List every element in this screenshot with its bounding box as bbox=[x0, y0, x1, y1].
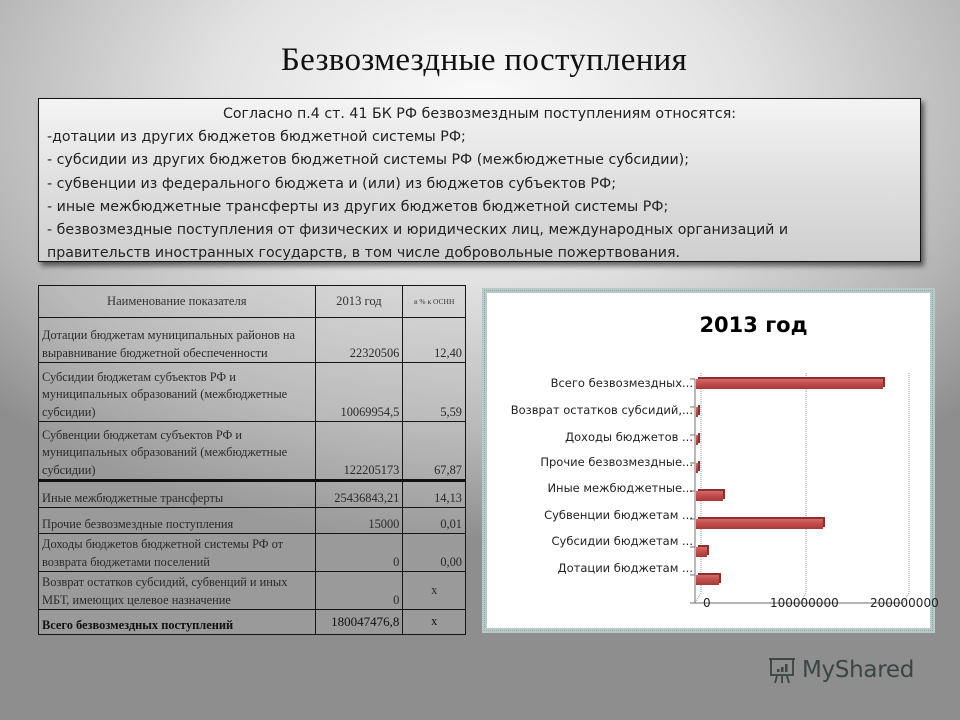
bar-refund-subsidies[interactable] bbox=[696, 407, 698, 417]
table-row bbox=[39, 572, 466, 610]
row-percent: 12,40 bbox=[403, 318, 466, 363]
table-row bbox=[39, 422, 466, 481]
category-label: Всего безвозмездных... bbox=[550, 376, 693, 390]
definition-line: - безвозмездные поступления от физических и юридических лиц, международных организаций и bbox=[47, 222, 789, 239]
table-total-row bbox=[39, 610, 466, 635]
category-label: Субсидии бюджетам ... bbox=[551, 534, 693, 548]
header-indicator-name: Наименование показателя bbox=[39, 286, 316, 318]
definition-line: правительств иностранных государств, в том числе добровольные пожертвования. bbox=[47, 245, 681, 262]
bar-subsidies[interactable] bbox=[696, 547, 707, 557]
x-tick-label: 100000000 bbox=[770, 596, 839, 610]
x-tick-label: 0 bbox=[703, 596, 711, 610]
row-name: Доходы бюджетов бюджетной системы РФ от возврата бюджетами поселений bbox=[39, 534, 316, 572]
watermark-text: MyShared bbox=[802, 657, 915, 683]
row-percent: 14,13 bbox=[403, 481, 466, 508]
row-name: Иные межбюджетные трансферты bbox=[39, 481, 316, 508]
chart-title: 2013 год bbox=[699, 313, 808, 337]
bar-chart[interactable] bbox=[482, 288, 939, 633]
row-name: Субвенции бюджетам субъектов РФ и муниципальных образований (межбюджетные субсидии) bbox=[39, 422, 316, 481]
table-row bbox=[39, 363, 466, 422]
bar-total[interactable] bbox=[696, 379, 883, 389]
table-row bbox=[39, 481, 466, 508]
header-year: 2013 год bbox=[315, 286, 403, 318]
row-value: 0 bbox=[315, 534, 403, 572]
definition-line: - субвенции из федерального бюджета и (или) из бюджетов субъектов РФ; bbox=[47, 175, 616, 192]
bar-subventions[interactable] bbox=[696, 519, 823, 529]
row-percent: x bbox=[403, 572, 466, 610]
row-value: 10069954,5 bbox=[315, 363, 403, 422]
category-label: Возврат остатков субсидий,... bbox=[510, 403, 693, 417]
category-label: Иные межбюджетные... bbox=[547, 481, 693, 495]
definition-line: - субсидии из других бюджетов бюджетной системы РФ (межбюджетные субсидии); bbox=[47, 152, 689, 169]
category-label: Субвенции бюджетам ... bbox=[544, 508, 693, 522]
row-value: 15000 bbox=[315, 508, 403, 534]
row-name: Прочие безвозмездные поступления bbox=[39, 508, 316, 534]
watermark-logo bbox=[768, 655, 914, 685]
revenue-table bbox=[38, 285, 466, 635]
row-percent: x bbox=[403, 610, 466, 635]
table-row bbox=[39, 534, 466, 572]
row-value: 122205173 bbox=[315, 422, 403, 481]
header-percent: в % к ОСНН bbox=[403, 286, 466, 318]
row-value: 25436843,21 bbox=[315, 481, 403, 508]
table-row bbox=[39, 508, 466, 534]
row-value: 22320506 bbox=[315, 318, 403, 363]
definition-line: - иные межбюджетные трансферты из других бюджетов бюджетной системы РФ; bbox=[47, 198, 669, 215]
row-name: Субсидии бюджетам субъектов РФ и муниципальных образований (межбюджетные субсидии) bbox=[39, 363, 316, 422]
presentation-board-icon bbox=[768, 655, 796, 685]
category-label: Доходы бюджетов ... bbox=[565, 430, 693, 444]
row-value: 180047476,8 bbox=[315, 610, 403, 635]
table-row bbox=[39, 318, 466, 363]
bar-settlement-refunds[interactable] bbox=[696, 435, 698, 445]
row-percent: 0,00 bbox=[403, 534, 466, 572]
definition-textbox bbox=[38, 98, 921, 262]
row-percent: 67,87 bbox=[403, 422, 466, 481]
bar-grants[interactable] bbox=[696, 575, 719, 585]
table-header-row bbox=[39, 286, 466, 318]
category-label: Прочие безвозмездные... bbox=[540, 455, 693, 469]
row-value: 0 bbox=[315, 572, 403, 610]
bar-other-grants[interactable] bbox=[696, 463, 698, 473]
row-name: Дотации бюджетам муниципальных районов на выравнивание бюджетной обеспеченности bbox=[39, 318, 316, 363]
category-label: Дотации бюджетам ... bbox=[557, 561, 693, 575]
definition-lead: Согласно п.4 ст. 41 БК РФ безвозмездным поступлениям относятся: bbox=[222, 106, 737, 122]
row-name: Возврат остатков субсидий, субвенций и иных МБТ, имеющих целевое назначение bbox=[39, 572, 316, 610]
row-percent: 5,59 bbox=[403, 363, 466, 422]
x-tick-label: 200000000 bbox=[870, 596, 939, 610]
bar-other-transfers[interactable] bbox=[696, 491, 723, 501]
definition-line: -дотации из других бюджетов бюджетной системы РФ; bbox=[47, 129, 466, 146]
row-percent: 0,01 bbox=[403, 508, 466, 534]
slide-title: Безвозмездные поступления bbox=[280, 42, 688, 78]
row-name: Всего безвозмездных поступлений bbox=[39, 610, 316, 635]
